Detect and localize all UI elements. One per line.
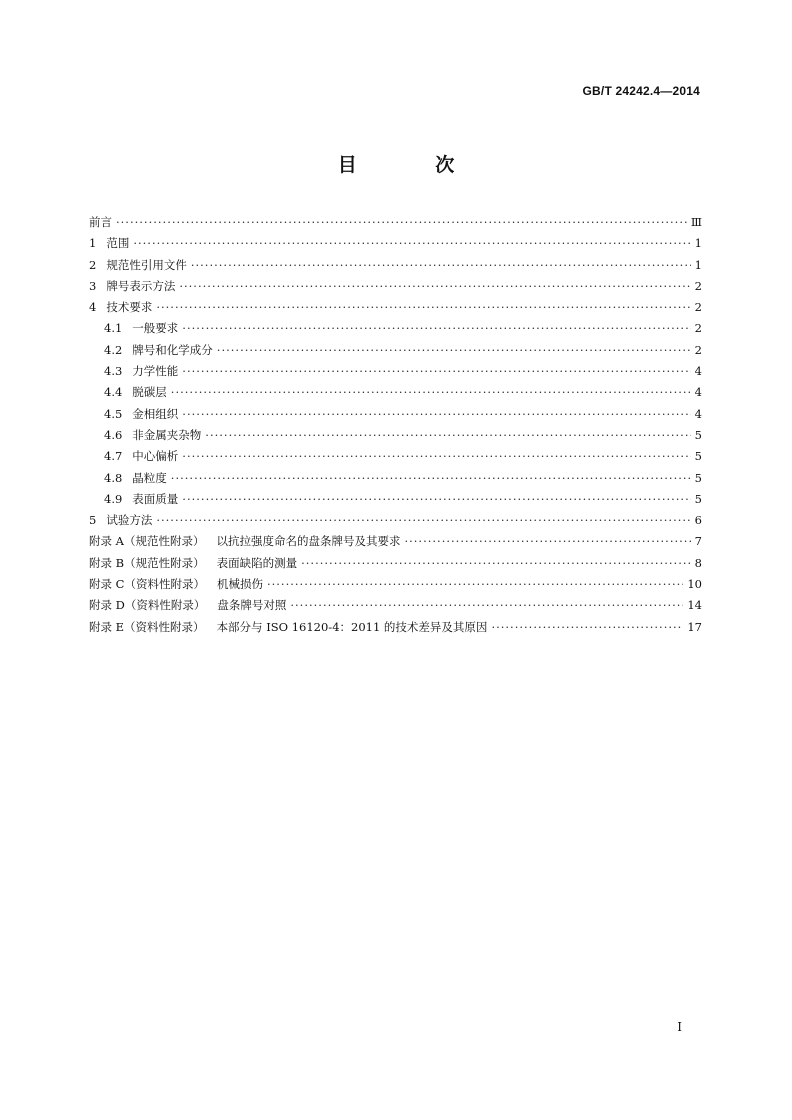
toc-leader-dots (191, 258, 691, 272)
toc-entry-label: 前言 (89, 215, 112, 229)
toc-entry (89, 597, 702, 618)
toc-entry-number: 附录 E（资料性附录） (89, 619, 205, 634)
toc-entry-number: 附录 C（资料性附录） (89, 577, 205, 592)
toc-entry-label: 规范性引用文件 (106, 257, 187, 272)
toc-entry (89, 491, 702, 512)
toc-entry-page: 14 (687, 598, 702, 613)
toc-entry (89, 320, 702, 341)
toc-leader-dots (156, 300, 690, 314)
toc-entry-number: 4.4 (104, 385, 123, 400)
toc-entry-number: 附录 A（规范性附录） (89, 534, 205, 549)
toc-leader-dots (156, 513, 690, 527)
toc-entry-label: 盘条牌号对照 (217, 598, 287, 613)
toc-leader-dots (217, 343, 691, 357)
toc-leader-dots (290, 598, 683, 612)
toc-leader-dots (171, 471, 691, 485)
toc-entry-number: 4.5 (104, 406, 123, 421)
toc-entry (89, 406, 702, 427)
toc-entry-number: 3 (89, 278, 97, 293)
toc-entry (89, 470, 702, 491)
toc-entry (89, 512, 702, 533)
toc-entry (89, 384, 702, 405)
toc-entry-label: 牌号和化学成分 (132, 342, 213, 357)
toc-leader-dots (404, 534, 690, 548)
toc-entry-label: 试验方法 (106, 513, 153, 528)
toc-entry (89, 427, 702, 448)
toc-entry-page: 5 (694, 470, 702, 485)
toc-entry-number: 4.2 (104, 342, 123, 357)
toc-entry (89, 448, 702, 469)
toc-entry-page: 1 (694, 236, 702, 251)
toc-entry-number: 1 (89, 236, 97, 251)
toc-leader-dots (182, 321, 690, 335)
page-title: 目 次 (337, 154, 491, 176)
toc-entry-label: 脱碳层 (132, 385, 167, 400)
toc-entry-page: 6 (694, 513, 702, 528)
toc-entry (89, 235, 702, 256)
toc-entry-page: 2 (694, 278, 702, 293)
toc-entry-page: 5 (694, 449, 702, 464)
toc-entry-number: 2 (89, 257, 97, 272)
toc-leader-dots (182, 449, 690, 463)
toc-entry-label: 非金属夹杂物 (132, 427, 202, 442)
toc-entry-page: 2 (694, 342, 702, 357)
toc-entry (89, 555, 702, 576)
toc-entry-number: 附录 D（资料性附录） (89, 598, 206, 613)
toc-entry-number: 4.3 (104, 364, 123, 379)
toc-entry-label: 一般要求 (132, 321, 179, 336)
toc-entry-label: 晶粒度 (132, 470, 167, 485)
toc-entry-page: 5 (694, 491, 702, 506)
toc-leader-dots (182, 407, 690, 421)
toc-entry (89, 533, 702, 554)
toc-entry-label: 本部分与 ISO 16120-4：2011 的技术差异及其原因 (216, 619, 488, 634)
toc-entry-number: 4 (89, 300, 97, 315)
toc-entry-page: 1 (694, 257, 702, 272)
toc-leader-dots (171, 385, 691, 399)
toc-entry-page: 2 (694, 321, 702, 336)
toc-entry-page: 2 (694, 300, 702, 315)
standard-code: GB/T 24242.4—2014 (582, 84, 700, 98)
toc-entry-label: 范围 (106, 236, 130, 251)
toc-entry-page: 17 (687, 619, 702, 634)
toc-entry-page: 4 (694, 385, 702, 400)
toc-leader-dots (267, 577, 683, 591)
toc-entry-label: 金相组织 (132, 406, 179, 421)
toc-leader-dots (491, 620, 683, 634)
toc-entry-page: 10 (687, 577, 702, 592)
toc-entry (89, 257, 702, 278)
toc-entry-number: 4.1 (104, 321, 123, 336)
toc-entry-label: 表面质量 (132, 491, 179, 506)
toc-entry-number: 4.8 (104, 470, 123, 485)
toc-entry-label: 表面缺陷的测量 (216, 555, 298, 570)
toc-entry-label: 以抗拉强度命名的盘条牌号及其要求 (216, 534, 401, 549)
toc-entry-label: 机械损伤 (216, 577, 263, 592)
toc-entry-label: 牌号表示方法 (106, 278, 176, 293)
toc-entry-page: 4 (694, 364, 702, 379)
toc-entry (89, 619, 702, 640)
toc-entry-label: 技术要求 (106, 300, 153, 315)
toc-entry-label: 力学性能 (132, 364, 179, 379)
toc-entry-page: 4 (694, 406, 702, 421)
toc-entry-number: 附录 B（规范性附录） (89, 555, 205, 570)
toc-entry-number: 4.9 (104, 491, 123, 506)
toc-entry (89, 363, 702, 384)
toc-entry-number: 4.6 (104, 427, 123, 442)
toc-entry (89, 342, 702, 363)
toc-entry (89, 278, 702, 299)
toc-entry (89, 299, 702, 320)
toc-leader-dots (182, 492, 690, 506)
toc-entry (89, 576, 702, 597)
toc-leader-dots (116, 215, 687, 229)
toc-leader-dots (133, 236, 690, 250)
toc-entry-page: 5 (694, 427, 702, 442)
toc-entry-page: 7 (694, 534, 702, 549)
table-of-contents (89, 214, 702, 640)
toc-entry-number: 5 (89, 513, 97, 528)
toc-entry-page: 8 (694, 555, 702, 570)
toc-entry-number: 4.7 (104, 449, 123, 464)
toc-entry (89, 214, 702, 235)
footer-page-number: I (677, 1020, 682, 1034)
toc-entry-label: 中心偏析 (132, 449, 179, 464)
toc-leader-dots (205, 428, 690, 442)
toc-entry-page: Ⅲ (690, 215, 702, 229)
toc-leader-dots (179, 279, 690, 293)
toc-leader-dots (301, 556, 691, 570)
toc-leader-dots (182, 364, 690, 378)
